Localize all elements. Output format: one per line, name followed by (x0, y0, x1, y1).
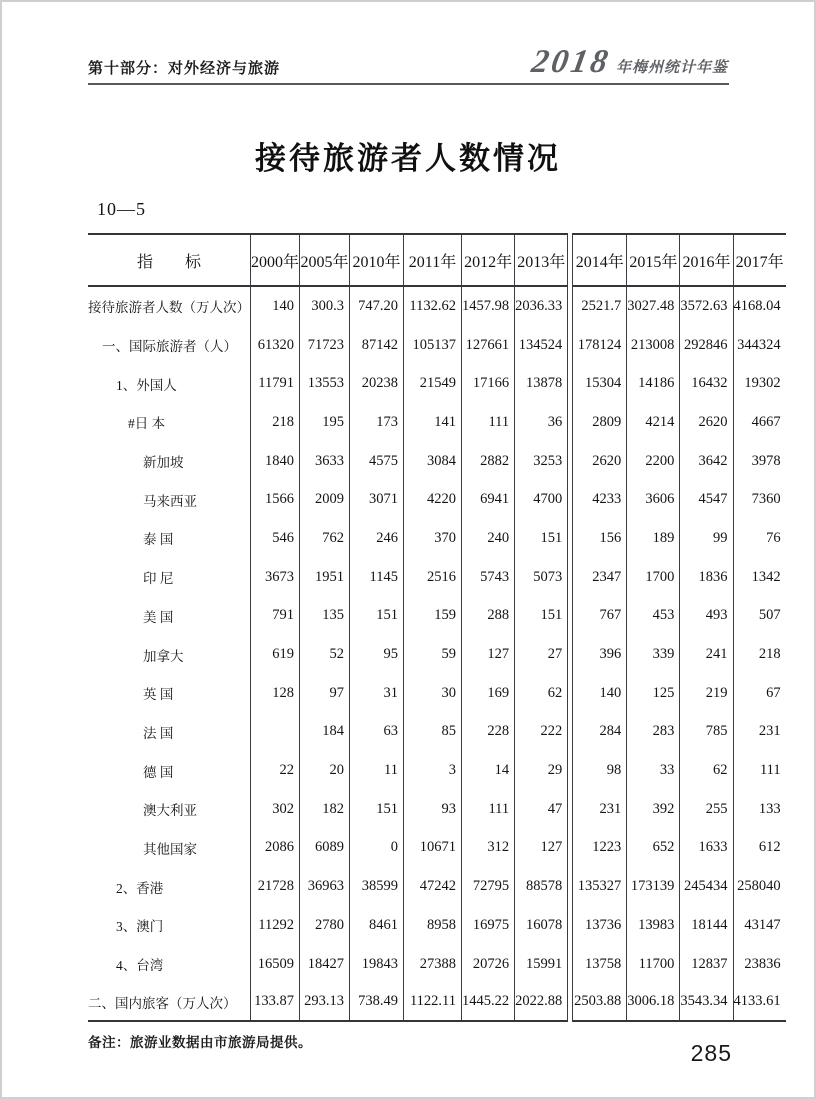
table-row (88, 867, 786, 906)
value-cell: 67 (766, 684, 781, 701)
value-cell: 99 (680, 519, 733, 558)
value-cell: 3642 (680, 442, 733, 481)
row-label: 接待旅游者人数（万人次） (88, 287, 251, 326)
value-cell: 5743 (462, 558, 515, 597)
value-cell: 3084 (404, 442, 462, 481)
row-label: 美 国 (88, 597, 251, 636)
value-cell: 1633 (680, 829, 733, 868)
value-cell: 127661 (462, 326, 515, 365)
value-cell: 3006.18 (627, 983, 680, 1022)
row-label: #日 本 (88, 403, 251, 442)
value-cell: 184 (300, 713, 350, 752)
table-row (88, 480, 786, 519)
value-cell: 3 (404, 751, 462, 790)
value-cell: 61320 (251, 326, 300, 365)
value-cell: 339 (627, 635, 680, 674)
table-row (88, 558, 786, 597)
value-cell: 20 (300, 751, 350, 790)
value-cell: 219 (680, 674, 733, 713)
value-cell: 6089 (300, 829, 350, 868)
value-cell: 1457.98 (462, 287, 515, 326)
value-cell: 20238 (350, 364, 404, 403)
value-cell: 151 (350, 790, 404, 829)
value-cell: 652 (627, 829, 680, 868)
value-cell: 1700 (627, 558, 680, 597)
value-cell: 2347 (572, 558, 627, 597)
value-cell: 2516 (404, 558, 462, 597)
row-label: 泰 国 (88, 519, 251, 558)
table-row (88, 597, 786, 636)
value-cell: 2780 (300, 906, 350, 945)
row-label: 印 尼 (88, 558, 251, 597)
value-cell: 13553 (300, 364, 350, 403)
value-cell: 16432 (680, 364, 733, 403)
row-label: 二、国内旅客（万人次） (88, 983, 251, 1022)
value-cell: 619 (251, 635, 300, 674)
value-cell: 140 (251, 287, 300, 326)
value-cell: 127 (515, 829, 568, 868)
brand-suffix-text: 年梅州统计年鉴 (615, 59, 728, 76)
value-cell: 283 (627, 713, 680, 752)
value-cell: 0 (350, 829, 404, 868)
year-column-header: 2015年 (627, 233, 680, 287)
value-cell: 30 (404, 674, 462, 713)
value-cell: 134524 (515, 326, 568, 365)
value-cell: 4133.61 (734, 983, 786, 1022)
value-cell: 59 (404, 635, 462, 674)
value-cell: 762 (300, 519, 350, 558)
value-cell: 228 (462, 713, 515, 752)
value-cell: 16078 (515, 906, 568, 945)
value-cell: 52 (300, 635, 350, 674)
value-cell: 173139 (627, 867, 680, 906)
row-label: 3、澳门 (88, 906, 251, 945)
value-cell: 4700 (515, 480, 568, 519)
value-cell: 18427 (300, 945, 350, 984)
value-cell: 4214 (627, 403, 680, 442)
value-cell: 13736 (572, 906, 627, 945)
value-cell: 1836 (680, 558, 733, 597)
value-cell: 1445.22 (462, 983, 515, 1022)
value-cell: 1566 (251, 480, 300, 519)
page-title: 接待旅游者人数情况 (255, 141, 561, 176)
row-label: 一、国际旅游者（人） (88, 326, 251, 365)
table-row (88, 713, 786, 752)
value-cell: 8958 (404, 906, 462, 945)
value-cell: 98 (572, 751, 627, 790)
value-cell: 13878 (515, 364, 568, 403)
value-cell: 95 (350, 635, 404, 674)
value-cell: 4547 (680, 480, 733, 519)
value-cell: 10671 (404, 829, 462, 868)
value-cell: 31 (350, 674, 404, 713)
value-cell: 344324 (737, 336, 781, 353)
year-column-header: 2000年 (251, 233, 300, 287)
value-cell: 127 (462, 635, 515, 674)
table-row (88, 519, 786, 558)
value-cell (251, 713, 300, 752)
value-cell: 151 (515, 597, 568, 636)
table-header-row (88, 233, 786, 287)
value-cell: 169 (462, 674, 515, 713)
value-cell: 4220 (404, 480, 462, 519)
table-row (88, 906, 786, 945)
year-column-header: 2005年 (300, 233, 350, 287)
value-cell: 182 (300, 790, 350, 829)
year-column-header: 2010年 (350, 233, 404, 287)
value-cell: 245434 (680, 867, 733, 906)
value-cell: 36 (515, 403, 568, 442)
value-cell: 36963 (300, 867, 350, 906)
value-cell: 21728 (251, 867, 300, 906)
value-cell: 133 (758, 800, 781, 817)
value-cell: 4233 (572, 480, 627, 519)
year-column-header: 2012年 (462, 233, 515, 287)
tourism-stats-table (88, 233, 786, 1022)
row-label: 法 国 (88, 713, 251, 752)
value-cell: 392 (627, 790, 680, 829)
value-cell: 2620 (572, 442, 627, 481)
value-cell: 27388 (404, 945, 462, 984)
value-cell: 135 (300, 597, 350, 636)
value-cell: 284 (572, 713, 627, 752)
value-cell: 43147 (744, 916, 781, 933)
table-row (88, 326, 786, 365)
value-cell: 62 (680, 751, 733, 790)
value-cell: 140 (572, 674, 627, 713)
value-cell: 19302 (744, 375, 781, 392)
value-cell: 3027.48 (627, 287, 680, 326)
section-header: 第十部分：对外经济与旅游 (88, 60, 281, 77)
value-cell: 14186 (627, 364, 680, 403)
value-cell: 128 (251, 674, 300, 713)
value-cell: 3572.63 (680, 287, 733, 326)
value-cell: 47 (515, 790, 568, 829)
table-row (88, 403, 786, 442)
value-cell: 111 (462, 403, 515, 442)
value-cell: 3978 (751, 452, 781, 469)
value-cell: 88578 (515, 867, 568, 906)
value-cell: 288 (462, 597, 515, 636)
value-cell: 6941 (462, 480, 515, 519)
value-cell: 189 (627, 519, 680, 558)
table-row (88, 442, 786, 481)
value-cell: 3253 (515, 442, 568, 481)
value-cell: 222 (515, 713, 568, 752)
value-cell: 135327 (572, 867, 627, 906)
value-cell: 767 (572, 597, 627, 636)
value-cell: 3071 (350, 480, 404, 519)
value-cell: 240 (462, 519, 515, 558)
value-cell: 546 (251, 519, 300, 558)
brand-year-logo: 2018 (528, 44, 614, 80)
value-cell: 507 (758, 607, 781, 624)
value-cell: 302 (251, 790, 300, 829)
value-cell: 2022.88 (515, 983, 568, 1022)
value-cell: 33 (627, 751, 680, 790)
value-cell: 11 (350, 751, 404, 790)
value-cell: 38599 (350, 867, 404, 906)
value-cell: 93 (404, 790, 462, 829)
value-cell: 173 (350, 403, 404, 442)
value-cell: 62 (515, 674, 568, 713)
value-cell: 11700 (627, 945, 680, 984)
value-cell: 255 (680, 790, 733, 829)
table-row (88, 635, 786, 674)
value-cell: 218 (758, 646, 781, 663)
yearbook-brand (528, 44, 728, 80)
value-cell: 218 (251, 403, 300, 442)
row-label: 1、外国人 (88, 364, 251, 403)
year-column-header: 2011年 (404, 233, 462, 287)
value-cell: 13983 (627, 906, 680, 945)
table-row (88, 287, 786, 326)
row-label: 其他国家 (88, 829, 251, 868)
value-cell: 85 (404, 713, 462, 752)
value-cell: 21549 (404, 364, 462, 403)
value-cell: 13758 (572, 945, 627, 984)
value-cell: 231 (572, 790, 627, 829)
value-cell: 1132.62 (404, 287, 462, 326)
value-cell: 195 (300, 403, 350, 442)
value-cell: 111 (759, 762, 781, 779)
value-cell: 15991 (515, 945, 568, 984)
value-cell: 1122.11 (404, 983, 462, 1022)
value-cell: 23836 (744, 955, 781, 972)
value-cell: 2809 (572, 403, 627, 442)
value-cell: 4667 (751, 413, 781, 430)
value-cell: 16975 (462, 906, 515, 945)
value-cell: 8461 (350, 906, 404, 945)
value-cell: 1951 (300, 558, 350, 597)
value-cell: 2521.7 (572, 287, 627, 326)
year-column-header: 2016年 (680, 233, 733, 287)
value-cell: 18144 (680, 906, 733, 945)
table-row (88, 945, 786, 984)
value-cell: 125 (627, 674, 680, 713)
indicator-column-header: 指 标 (88, 233, 251, 287)
value-cell: 19843 (350, 945, 404, 984)
value-cell: 738.49 (350, 983, 404, 1022)
value-cell: 2620 (680, 403, 733, 442)
value-cell: 1342 (751, 568, 781, 585)
value-cell: 111 (462, 790, 515, 829)
value-cell: 453 (627, 597, 680, 636)
value-cell: 3633 (300, 442, 350, 481)
row-label: 英 国 (88, 674, 251, 713)
value-cell: 493 (680, 597, 733, 636)
value-cell: 156 (572, 519, 627, 558)
year-column-header: 2014年 (572, 233, 627, 287)
value-cell: 87142 (350, 326, 404, 365)
row-label: 加拿大 (88, 635, 251, 674)
table-number: 10—5 (97, 199, 146, 219)
value-cell: 3673 (251, 558, 300, 597)
value-cell: 133.87 (251, 983, 300, 1022)
value-cell: 16509 (251, 945, 300, 984)
value-cell: 178124 (572, 326, 627, 365)
value-cell: 27 (515, 635, 568, 674)
value-cell: 151 (515, 519, 568, 558)
value-cell: 3543.34 (680, 983, 733, 1022)
value-cell: 4575 (350, 442, 404, 481)
value-cell: 1840 (251, 442, 300, 481)
table-row (88, 829, 786, 868)
value-cell: 5073 (515, 558, 568, 597)
value-cell: 2036.33 (515, 287, 568, 326)
value-cell: 312 (462, 829, 515, 868)
table-body (88, 287, 786, 1022)
value-cell: 17166 (462, 364, 515, 403)
value-cell: 14 (462, 751, 515, 790)
value-cell: 47242 (404, 867, 462, 906)
value-cell: 2503.88 (572, 983, 627, 1022)
value-cell: 11292 (251, 906, 300, 945)
value-cell: 612 (758, 839, 781, 856)
table-row (88, 751, 786, 790)
table-row (88, 790, 786, 829)
value-cell: 300.3 (300, 287, 350, 326)
value-cell: 791 (251, 597, 300, 636)
row-label: 德 国 (88, 751, 251, 790)
table-row (88, 983, 786, 1022)
value-cell: 15304 (572, 364, 627, 403)
value-cell: 3606 (627, 480, 680, 519)
value-cell: 2009 (300, 480, 350, 519)
row-label: 新加坡 (88, 442, 251, 481)
value-cell: 258040 (737, 878, 781, 895)
year-column-header: 2017年 (734, 233, 786, 287)
value-cell: 2200 (627, 442, 680, 481)
value-cell: 241 (680, 635, 733, 674)
footnote: 备注：旅游业数据由市旅游局提供。 (88, 1035, 312, 1050)
value-cell: 11791 (251, 364, 300, 403)
year-column-header: 2013年 (515, 233, 568, 287)
value-cell: 293.13 (300, 983, 350, 1022)
value-cell: 20726 (462, 945, 515, 984)
value-cell: 29 (515, 751, 568, 790)
value-cell: 4168.04 (733, 297, 781, 314)
value-cell: 1223 (572, 829, 627, 868)
value-cell: 159 (404, 597, 462, 636)
value-cell: 141 (404, 403, 462, 442)
value-cell: 22 (251, 751, 300, 790)
value-cell: 2086 (251, 829, 300, 868)
value-cell: 396 (572, 635, 627, 674)
table-row (88, 364, 786, 403)
row-label: 4、台湾 (88, 945, 251, 984)
header-divider (88, 83, 729, 85)
value-cell: 231 (758, 723, 781, 740)
value-cell: 785 (680, 713, 733, 752)
value-cell: 105137 (404, 326, 462, 365)
value-cell: 76 (766, 529, 781, 546)
value-cell: 747.20 (350, 287, 404, 326)
value-cell: 292846 (680, 326, 733, 365)
value-cell: 71723 (300, 326, 350, 365)
value-cell: 370 (404, 519, 462, 558)
value-cell: 12837 (680, 945, 733, 984)
page-number: 285 (690, 1040, 732, 1066)
value-cell: 2882 (462, 442, 515, 481)
row-label: 马来西亚 (88, 480, 251, 519)
value-cell: 246 (350, 519, 404, 558)
table-row (88, 674, 786, 713)
row-label: 澳大利亚 (88, 790, 251, 829)
value-cell: 72795 (462, 867, 515, 906)
value-cell: 97 (300, 674, 350, 713)
row-label: 2、香港 (88, 867, 251, 906)
value-cell: 213008 (627, 326, 680, 365)
value-cell: 63 (350, 713, 404, 752)
value-cell: 1145 (350, 558, 404, 597)
value-cell: 7360 (751, 491, 781, 508)
value-cell: 151 (350, 597, 404, 636)
